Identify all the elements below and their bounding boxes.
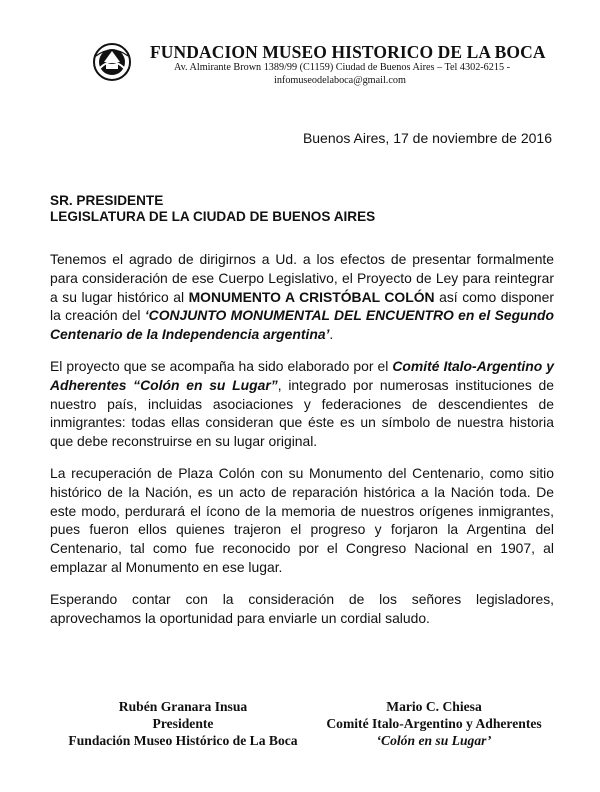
signer-name-right: Mario C. Chiesa xyxy=(386,699,482,714)
paragraph-2-text-b: , integrado por numerosas instituciones de nuestro país, incluidas asociaciones y federaciones de descendientes de inmigrantes: todas ellas consideran que éste es un símbolo de nuestra historia que debe reconstruirse en su lugar original. xyxy=(50,376,554,450)
signer-role-right: Comité Italo-Argentino y Adherentes xyxy=(326,716,542,731)
paragraph-3: La recuperación de Plaza Colón con su Monumento del Centenario, como sitio histórico de la Nación, es un acto de reparación histórica a la Nación toda. De este modo, perdurará el ícono de la memoria de nuestros orígenes inmigrantes, pues fueron ellos quienes trajeron el progreso y forjaron la Argentina del Centenario, tal como fue reconocido por el Congreso Nacional en 1907, al emplazar al Monumento en ese lugar. xyxy=(50,464,554,575)
letterhead xyxy=(90,38,550,94)
signature-left xyxy=(52,698,314,749)
paragraph-2-text-a: El proyecto que se acompaña ha sido elaborado por el xyxy=(50,357,393,374)
monument-name: MONUMENTO A CRISTÓBAL COLÓN xyxy=(188,288,435,305)
signer-name-left: Rubén Granara Insua xyxy=(118,699,248,714)
paragraph-1-text-b: así como disponer la creación del xyxy=(50,288,555,324)
paragraph-1 xyxy=(50,250,554,344)
organization-address: Av. Almirante Brown 1389/99 (C1159) Ciudad de Buenos Aires – Tel 4302-6215 - xyxy=(174,62,510,73)
paragraph-4: Esperando contar con la consideración de los señores legisladores, aprovechamos la oportunidad para enviarle un cordial saludo. xyxy=(50,590,554,626)
recipient-institution: LEGISLATURA DE LA CIUDAD DE BUENOS AIRES xyxy=(50,209,376,224)
letter-date: Buenos Aires, 17 de noviembre de 2016 xyxy=(302,130,552,146)
recipient-title: SR. PRESIDENTE xyxy=(50,193,164,208)
paragraph-2 xyxy=(50,357,554,451)
signer-org-left: Fundación Museo Histórico de La Boca xyxy=(68,733,298,748)
paragraph-1-text-c: . xyxy=(329,326,334,343)
signature-right xyxy=(300,698,568,749)
organization-name: FUNDACION MUSEO HISTORICO DE LA BOCA xyxy=(150,42,546,62)
museum-seal-icon xyxy=(92,42,132,82)
monument-ensemble-name: ‘CONJUNTO MONUMENTAL DEL ENCUENTRO en el Segundo Centenario de la Independencia argentina’ xyxy=(50,307,555,343)
organization-email: infomuseodelaboca@gmail.com xyxy=(274,75,406,86)
committee-name: Comité Italo-Argentino y Adherentes “Colón en su Lugar” xyxy=(50,357,554,393)
signer-role-left: Presidente xyxy=(152,716,214,731)
letter-body xyxy=(50,250,554,640)
paragraph-1-text-a: Tenemos el agrado de dirigirnos a Ud. a los efectos de presentar formalmente para consideración de ese Cuerpo Legislativo, el Proyecto de Ley para reintegrar a su lugar histórico al xyxy=(50,251,554,305)
signer-org-right: ‘Colón en su Lugar’ xyxy=(376,733,492,748)
recipient-block xyxy=(50,193,375,225)
